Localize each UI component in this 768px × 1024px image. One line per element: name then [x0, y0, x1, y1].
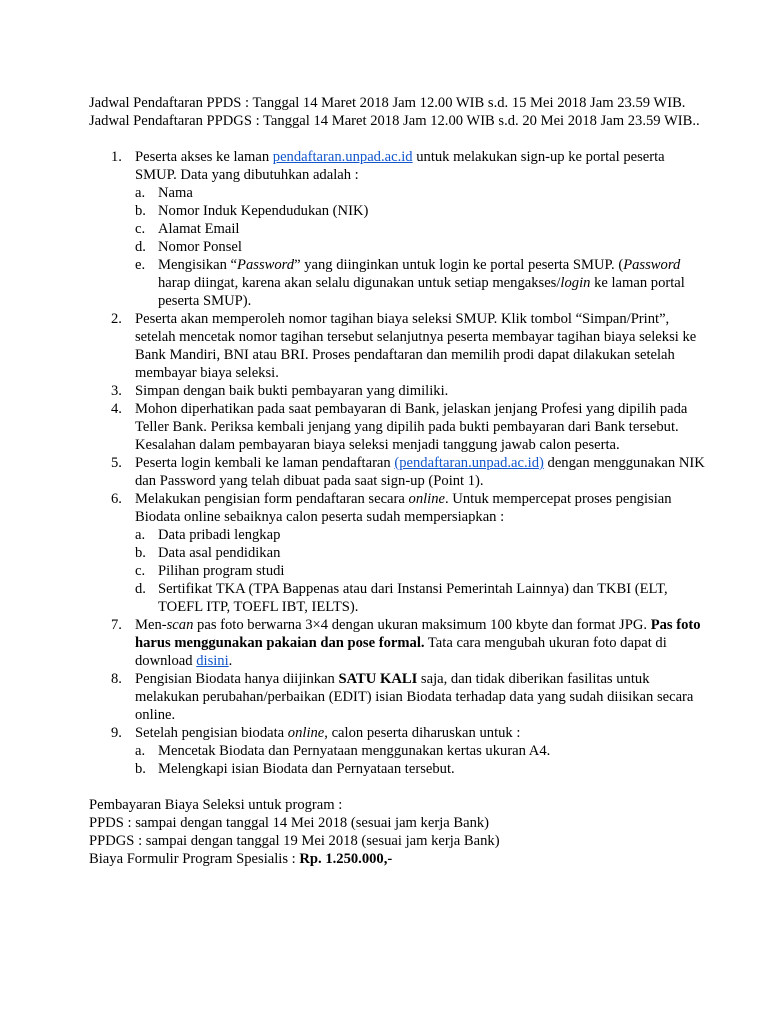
post-biodata-list	[135, 742, 708, 778]
item-letter: d.	[135, 239, 146, 255]
fee-amount: Rp. 1.250.000,-	[299, 851, 393, 867]
required-data-list	[135, 184, 708, 310]
registration-steps	[89, 148, 708, 778]
step-number: 6.	[111, 491, 122, 507]
list-item	[135, 760, 708, 778]
item-letter: c.	[135, 221, 146, 237]
payment-heading: Pembayaran Biaya Seleksi untuk program :	[89, 797, 343, 813]
list-item	[135, 256, 708, 310]
step-text-italic: scan	[166, 617, 194, 633]
form-fee	[89, 850, 708, 868]
item-letter: d.	[135, 581, 146, 597]
step-text-italic: online	[408, 491, 445, 507]
item-text: Mencetak Biodata dan Pernyataan menggunakan kertas ukuran A4.	[158, 743, 551, 759]
download-link[interactable]: disini	[196, 653, 229, 669]
step-text: Peserta login kembali ke laman pendaftaran	[135, 455, 395, 471]
step-text: Pengisian Biodata hanya diijinkan	[135, 671, 339, 687]
step-text: pas foto berwarna 3×4 dengan ukuran maksimum 100 kbyte dan format JPG.	[193, 617, 651, 633]
list-item	[135, 184, 708, 202]
step-4	[89, 400, 708, 454]
item-text: ” yang diinginkan untuk login ke portal peserta SMUP. (	[294, 257, 624, 273]
item-text: Alamat Email	[158, 221, 240, 237]
item-text: ke laman portal peserta SMUP).	[158, 275, 685, 309]
item-letter: a.	[135, 185, 146, 201]
step-text-bold: Pas foto harus menggunakan pakaian dan pose formal.	[135, 617, 701, 651]
step-text: .	[228, 653, 233, 669]
list-item	[135, 544, 708, 562]
step-number: 4.	[111, 401, 122, 417]
item-text-italic: Password	[623, 257, 681, 273]
list-item	[135, 580, 708, 616]
list-item	[135, 526, 708, 544]
step-text: Simpan dengan baik bukti pembayaran yang dimiliki.	[135, 383, 449, 399]
step-number: 1.	[111, 149, 122, 165]
step-3	[89, 382, 708, 400]
registration-portal-link[interactable]: pendaftaran.unpad.ac.id	[272, 149, 413, 165]
list-item	[135, 562, 708, 580]
step-text: Mohon diperhatikan pada saat pembayaran di Bank, jelaskan jenjang Profesi yang dipilih pada Teller Bank. Periksa kembali jenjang yang dipilih pada bukti pembayaran dari Bank tersebut. Kesalahan dalam pembayaran biaya seleksi menjadi tanggung jawab calon peserta.	[135, 401, 688, 453]
step-8	[89, 670, 708, 724]
step-5	[89, 454, 708, 490]
item-letter: c.	[135, 563, 146, 579]
step-9	[89, 724, 708, 778]
registration-portal-link[interactable]: (pendaftaran.unpad.ac.id)	[394, 455, 544, 471]
step-text: Setelah pengisian biodata	[135, 725, 288, 741]
list-item	[135, 742, 708, 760]
list-item	[135, 238, 708, 256]
step-number: 5.	[111, 455, 122, 471]
item-text: Data asal pendidikan	[158, 545, 281, 561]
preparation-list	[135, 526, 708, 616]
step-text: untuk melakukan sign-up ke portal peserta SMUP. Data yang dibutuhkan adalah :	[135, 149, 665, 183]
step-text: Tata cara mengubah ukuran foto dapat di download	[135, 635, 667, 669]
item-text: harap diingat, karena akan selalu digunakan untuk setiap mengakses/	[158, 275, 561, 291]
item-text-italic: Password	[237, 257, 295, 273]
ppdgs-deadline: PPDGS : sampai dengan tanggal 19 Mei 2018 (sesuai jam kerja Bank)	[89, 833, 500, 849]
step-6	[89, 490, 708, 616]
step-text: saja, dan tidak diberikan fasilitas untuk melakukan perubahan/perbaikan (EDIT) isian Biodata terhadap data yang sudah diisikan secara online.	[135, 671, 694, 723]
step-text-bold: SATU KALI	[338, 671, 418, 687]
step-text: Melakukan pengisian form pendaftaran secara	[135, 491, 409, 507]
item-text: Data pribadi lengkap	[158, 527, 281, 543]
step-text: , calon peserta diharuskan untuk :	[324, 725, 521, 741]
item-letter: a.	[135, 527, 146, 543]
item-letter: a.	[135, 743, 146, 759]
item-text: Sertifikat TKA (TPA Bappenas atau dari Instansi Pemerintah Lainnya) dan TKBI (ELT, TOEFL ITP, TOEFL IBT, IELTS).	[158, 581, 668, 615]
fee-label: Biaya Formulir Program Spesialis :	[89, 851, 300, 867]
item-letter: b.	[135, 545, 146, 561]
item-text: Pilihan program studi	[158, 563, 285, 579]
step-text: Peserta akan memperoleh nomor tagihan biaya seleksi SMUP. Klik tombol “Simpan/Print”, setelah mencetak nomor tagihan tersebut selanjutnya peserta membayar tagihan biaya seleksi ke Bank Mandiri, BNI atau BRI. Proses pendaftaran dan memilih prodi dapat dilakukan setelah membayar biaya seleksi.	[135, 311, 697, 381]
step-number: 3.	[111, 383, 122, 399]
list-item	[135, 220, 708, 238]
item-text: Melengkapi isian Biodata dan Pernyataan tersebut.	[158, 761, 455, 777]
item-text-italic: login	[560, 275, 591, 291]
item-letter: b.	[135, 761, 146, 777]
step-number: 7.	[111, 617, 122, 633]
list-item	[135, 202, 708, 220]
step-number: 8.	[111, 671, 122, 687]
item-text: Mengisikan “	[158, 257, 238, 273]
item-text: Nomor Ponsel	[158, 239, 242, 255]
step-1	[89, 148, 708, 310]
payment-info	[89, 796, 708, 868]
schedule-ppdgs: Jadwal Pendaftaran PPDGS : Tanggal 14 Maret 2018 Jam 12.00 WIB s.d. 20 Mei 2018 Jam 23.59 WIB..	[89, 113, 700, 129]
step-number: 9.	[111, 725, 122, 741]
item-letter: e.	[135, 257, 146, 273]
step-7	[89, 616, 708, 670]
step-text: Peserta akses ke laman	[135, 149, 273, 165]
item-text: Nomor Induk Kependudukan (NIK)	[158, 203, 369, 219]
step-text: Men-	[135, 617, 167, 633]
schedule-ppds: Jadwal Pendaftaran PPDS : Tanggal 14 Maret 2018 Jam 12.00 WIB s.d. 15 Mei 2018 Jam 23.59 WIB.	[89, 95, 686, 111]
step-number: 2.	[111, 311, 122, 327]
ppds-deadline: PPDS : sampai dengan tanggal 14 Mei 2018 (sesuai jam kerja Bank)	[89, 815, 490, 831]
step-text: . Untuk mempercepat proses pengisian Biodata online sebaiknya calon peserta sudah mempersiapkan :	[135, 491, 672, 525]
step-text: dengan menggunakan NIK dan Password yang telah dibuat pada saat sign-up (Point 1).	[135, 455, 705, 489]
step-2	[89, 310, 708, 382]
step-text-italic: online	[287, 725, 325, 741]
item-letter: b.	[135, 203, 146, 219]
item-text: Nama	[158, 185, 193, 201]
